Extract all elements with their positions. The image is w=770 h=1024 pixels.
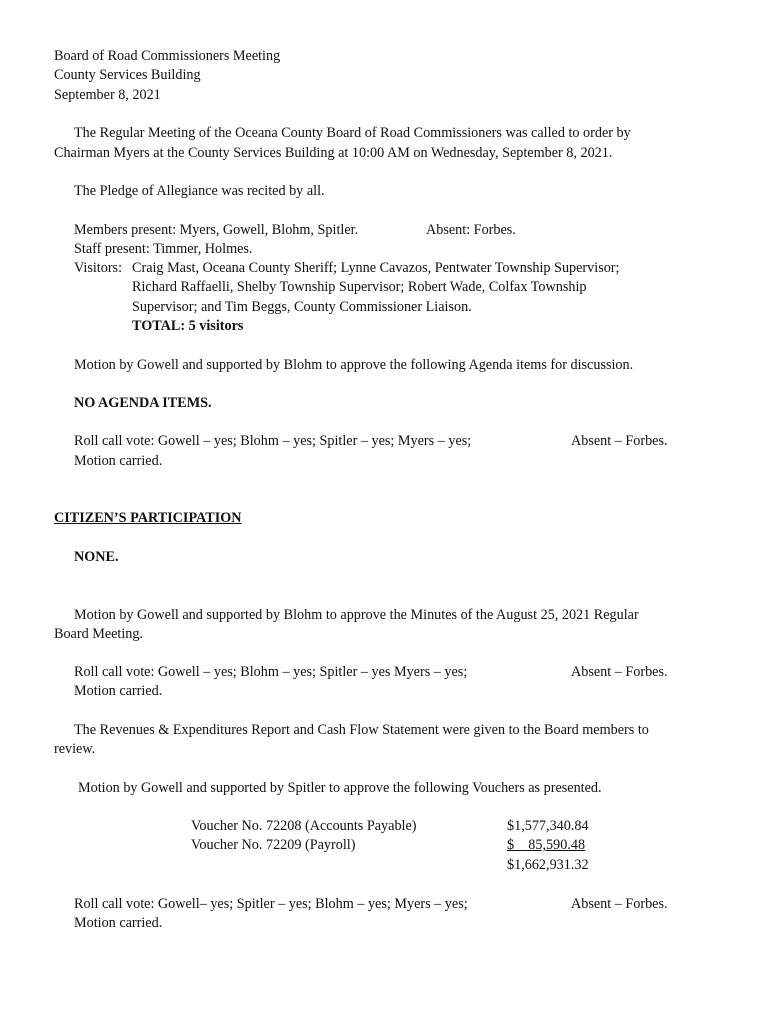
header-date: September 8, 2021: [54, 87, 161, 103]
vouchers-absent: Absent – Forbes.: [571, 896, 668, 912]
vouchers-carried: Motion carried.: [74, 915, 163, 931]
opening-line-1: The Regular Meeting of the Oceana County Board of Road Commissioners was called to order by: [74, 125, 631, 141]
voucher-label: Voucher No. 72209 (Payroll): [191, 837, 356, 853]
visitors-line-1: Craig Mast, Oceana County Sheriff; Lynne Cavazos, Pentwater Township Supervisor;: [132, 260, 620, 276]
visitors-total: TOTAL: 5 visitors: [132, 318, 244, 334]
pledge-text: The Pledge of Allegiance was recited by all.: [74, 183, 325, 199]
header-location: County Services Building: [54, 67, 201, 83]
visitors-label: Visitors:: [74, 260, 123, 276]
citizens-none: NONE.: [74, 549, 119, 565]
vouchers-total: $1,662,931.32: [507, 857, 589, 873]
voucher-label: Voucher No. 72208 (Accounts Payable): [191, 818, 417, 834]
agenda-none: NO AGENDA ITEMS.: [74, 395, 212, 411]
visitors-line-2: Richard Raffaelli, Shelby Township Supervisor; Robert Wade, Colfax Township: [132, 279, 587, 295]
voucher-amount: $ 85,590.48: [507, 837, 586, 853]
agenda-vote: Roll call vote: Gowell – yes; Blohm – yes; Spitler – yes; Myers – yes;: [74, 433, 472, 449]
citizens-heading: CITIZEN’S PARTICIPATION: [54, 510, 242, 526]
opening-line-2: Chairman Myers at the County Services Building at 10:00 AM on Wednesday, September 8, 2021.: [54, 145, 613, 161]
minutes-vote: Roll call vote: Gowell – yes; Blohm – yes; Spitler – yes Myers – yes;: [74, 664, 468, 680]
vouchers-vote: Roll call vote: Gowell– yes; Spitler – yes; Blohm – yes; Myers – yes;: [74, 896, 468, 912]
staff-present: Staff present: Timmer, Holmes.: [74, 241, 253, 257]
revenues-line-2: review.: [54, 741, 96, 757]
agenda-carried: Motion carried.: [74, 453, 163, 469]
minutes-line-1: Motion by Gowell and supported by Blohm to approve the Minutes of the August 25, 2021 Regular: [74, 607, 639, 623]
minutes-line-2: Board Meeting.: [54, 626, 144, 642]
revenues-line-1: The Revenues & Expenditures Report and Cash Flow Statement were given to the Board members to: [74, 722, 649, 738]
vouchers-motion: Motion by Gowell and supported by Spitler to approve the following Vouchers as presented.: [78, 780, 602, 796]
minutes-absent: Absent – Forbes.: [571, 664, 668, 680]
header-title: Board of Road Commissioners Meeting: [54, 48, 281, 64]
visitors-line-3: Supervisor; and Tim Beggs, County Commissioner Liaison.: [132, 299, 472, 315]
agenda-motion: Motion by Gowell and supported by Blohm to approve the following Agenda items for discussion.: [74, 357, 634, 373]
members-present: Members present: Myers, Gowell, Blohm, Spitler.: [74, 222, 359, 238]
agenda-absent: Absent – Forbes.: [571, 433, 668, 449]
members-absent: Absent: Forbes.: [426, 222, 516, 238]
voucher-amount: $1,577,340.84: [507, 818, 589, 834]
minutes-carried: Motion carried.: [74, 683, 163, 699]
